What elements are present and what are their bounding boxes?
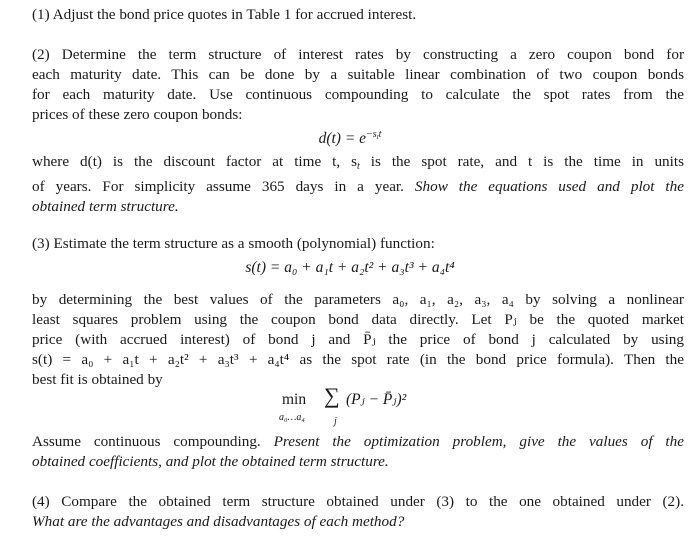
- polynomial-equation: s(t) = a₀ + a₁t + a₂t² + a₃t³ + a₄t⁴: [245, 259, 455, 276]
- question-2-line-2: each maturity date. This can be done by a suitable linear combination of two coupon bonds: [32, 66, 684, 83]
- question-2-continued: [32, 152, 684, 217]
- question-2-line-1: (2) Determine the term structure of interest rates by constructing a zero coupon bond for: [32, 46, 684, 63]
- question-1-text: (1) Adjust the bond price quotes in Table 1 for accrued interest.: [32, 6, 417, 23]
- question-3-body-line-1: by determining the best values of the parameters a₀, a₁, a₂, a₃, a₄ by solving a nonlinear: [32, 291, 684, 308]
- question-3-body: [32, 290, 684, 390]
- question-3-conclusion-line-1: [32, 432, 684, 452]
- discount-equation-exponent-t: t: [378, 129, 382, 140]
- min-operator: min: [282, 391, 307, 408]
- discount-equation-exponent: −s: [366, 129, 377, 140]
- min-subscript: a₀…a₄: [279, 412, 305, 423]
- question-3-body-line-2: least squares problem using the coupon bond data directly. Let Pⱼ be the quoted market: [32, 311, 684, 328]
- question-3-body-line-4: s(t) = a₀ + a₁t + a₂t² + a₃t³ + a₄t⁴ as the spot rate (in the bond price formula). Then the: [32, 351, 684, 368]
- discount-factor-equation: [0, 125, 700, 149]
- question-3: [32, 234, 684, 254]
- question-3-body-line-5: best fit is obtained by: [32, 371, 163, 388]
- sum-subscript: j: [334, 416, 337, 427]
- question-4: [32, 492, 684, 532]
- spot-rate-subscript: t: [357, 161, 360, 172]
- question-4-line-1: (4) Compare the obtained term structure obtained under (3) to the one obtained under (2).: [32, 493, 684, 510]
- question-2: [32, 45, 684, 125]
- after-line-2-italic: Show the equations used and plot the: [414, 178, 684, 195]
- after-line-2-plain: of years. For simplicity assume 365 days in a year.: [32, 178, 415, 195]
- question-4-line-2: What are the advantages and disadvantages of each method?: [32, 513, 405, 530]
- question-2-after-line-2: [32, 177, 684, 197]
- question-3-conclusion: [32, 432, 684, 472]
- question-2-line-4: prices of these zero coupon bonds:: [32, 106, 243, 123]
- least-squares-objective: [279, 383, 442, 428]
- question-2-after-line-3: obtained term structure.: [32, 198, 179, 215]
- question-1: [32, 5, 684, 25]
- conclusion-plain: Assume continuous compounding.: [32, 433, 274, 450]
- after-line-1-b: is the spot rate, and t is the time in units: [359, 153, 684, 170]
- discount-equation-exponent-sub: t: [376, 133, 379, 141]
- after-line-1-a: where d(t) is the discount factor at time t, s: [32, 153, 358, 170]
- squared-error-expression: (Pⱼ − P̄ⱼ)²: [346, 391, 407, 408]
- question-3-conclusion-line-2: obtained coefficients, and plot the obtained term structure.: [32, 453, 389, 470]
- question-3-line-1: (3) Estimate the term structure as a smooth (polynomial) function:: [32, 235, 435, 252]
- conclusion-italic: Present the optimization problem, give the values of the: [273, 433, 684, 450]
- question-3-body-line-3: price (with accrued interest) of bond j and P̄ⱼ the price of bond j calculated by using: [32, 331, 684, 348]
- question-2-line-3: for each maturity date. Use continuous compounding to calculate the spot rates from the: [32, 86, 684, 103]
- question-2-after-line-1: [32, 152, 684, 177]
- discount-equation-lhs: d(t) = e: [318, 130, 367, 147]
- sum-symbol: ∑: [324, 383, 340, 408]
